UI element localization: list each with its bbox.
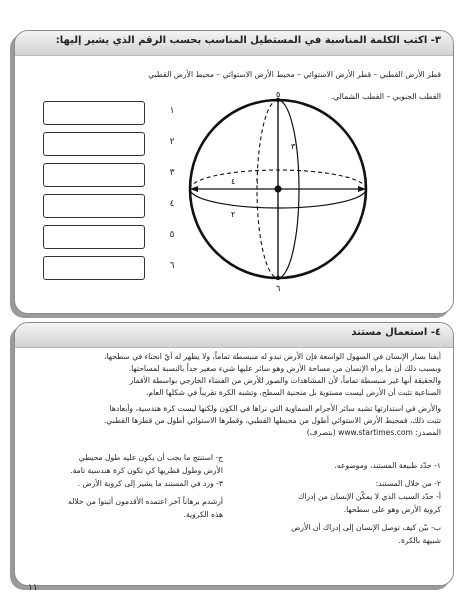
label-6: ٦ [276,284,281,293]
answer-box-3[interactable] [43,163,145,187]
source-suffix: (بتصرف) [306,428,336,437]
question-2b-line-2: شبيهة بالكرة. [398,536,441,545]
source-url: www.startimes.com [338,428,413,437]
question-1: ١- حدّد طبيعة المستند، وموضوعه. [334,461,441,470]
answer-box-2[interactable] [43,132,145,156]
box-number-2: ٢ [169,137,175,147]
exercise-4-header [15,323,453,348]
paragraph-line-5: والأرض في استدارتها تشبه سائر الأجرام السماوية التي نراها في الكون ولكنها ليست كرة هندسية، وأبعادها [109,404,441,413]
south-pole-point [276,276,280,280]
source-prefix: المصدر: [415,428,441,437]
source-line [25,427,441,439]
label-2: ٢ [231,210,236,219]
document-paragraph [25,351,441,439]
question-3-line-1: ٣- ورد في المستند ما يشير إلى كروية الأرض . [77,479,223,488]
answer-box-1[interactable] [43,101,145,125]
question-3-line-2: أرشدم برهاناً آخر اعتمده الأقدمون أثبتوا من خلاله [68,497,223,506]
label-3: ٣ [291,142,296,151]
word-bank-line-2: القطب الجنوبي – القطب الشمالي. [330,92,441,101]
exercise-4-heading: ٤- استعمال مستند [351,327,441,338]
questions-right-column [241,459,441,547]
question-2b-line-1: ب- بيّن كيف توصل الإنسان إلى إدراك أن الأرض [291,523,441,532]
questions-left-column [27,451,223,521]
exercise-3-card [14,30,454,314]
paragraph-line-4: الصناعية تثبت أن الأرض ليست مستوية بل منحنية السطح، وتشبه الكرة تقريباً في شكلها العام. [146,388,441,397]
page-number: ١١ [28,583,38,593]
box-number-1: ١ [169,106,175,116]
question-2c-line-1: ج- استنتج ما يجب أن يكون عليه طول محيطي [78,453,223,462]
paragraph-line-1: أيقنا بسار الإنسان في السهول الواسعة فإن الأرض تبدو له منبسطة تماماً، ولا يظهر له أيّ انحناء في سطحها، [104,352,441,361]
paragraph-line-3: والحقيقة أنها غير منبسطة تماماً، لأن المشاهدات والصور للأرض من الفضاء الخارجي بواسطة الأقمار [129,376,441,385]
exercise-4-card [14,322,454,586]
box-number-3: ٣ [169,168,175,178]
word-bank-line-1: قطر الأرض القطبي – قطر الأرض الاستوائي – محيط الأرض الاستوائي – محيط الأرض القطبي [148,70,441,79]
answer-box-6[interactable] [43,256,145,280]
answer-box-5[interactable] [43,225,145,249]
question-2c-line-2: الأرض وطول قطريها كي تكون كرة هندسية تامة. [70,466,223,475]
question-2a-line-1: أ- حدّد السبب الذي لا يمكّن الإنسان من إدراك [298,492,441,501]
label-4: ٤ [231,177,236,186]
question-2: ٢- من خلال المستند: [375,479,441,488]
question-2a-line-2: كروية الأرض وهو على سطحها. [343,505,441,514]
question-3-line-3: هذه الكروية. [183,510,223,519]
box-number-5: ٥ [169,230,175,240]
center-point [274,185,281,192]
exercise-3-header [15,31,453,56]
earth-globe-diagram [165,89,395,299]
paragraph-line-6: تثبت ذلك، فمحيط الأرض الاستوائي أطول من محيطها القطبي، وقطرها الاستوائي أطول من قطرها القطبي. [103,416,441,425]
label-5: ٥ [276,90,281,99]
box-number-4: ٤ [169,199,175,209]
paragraph-line-2: وبسبب ذلك أن ما يراه الإنسان من مساحة الأرض وهو سائر عليها شيء صغير جداً بالنسبة لمساحتها. [128,364,441,373]
label-1: ١ [255,177,260,186]
box-number-6: ٦ [169,261,175,271]
exercise-3-heading: ٣- اكتب الكلمة المناسبة في المستطيل المناسب بحسب الرقم الذي يشير إليها: [55,35,441,46]
answer-box-4[interactable] [43,194,145,218]
